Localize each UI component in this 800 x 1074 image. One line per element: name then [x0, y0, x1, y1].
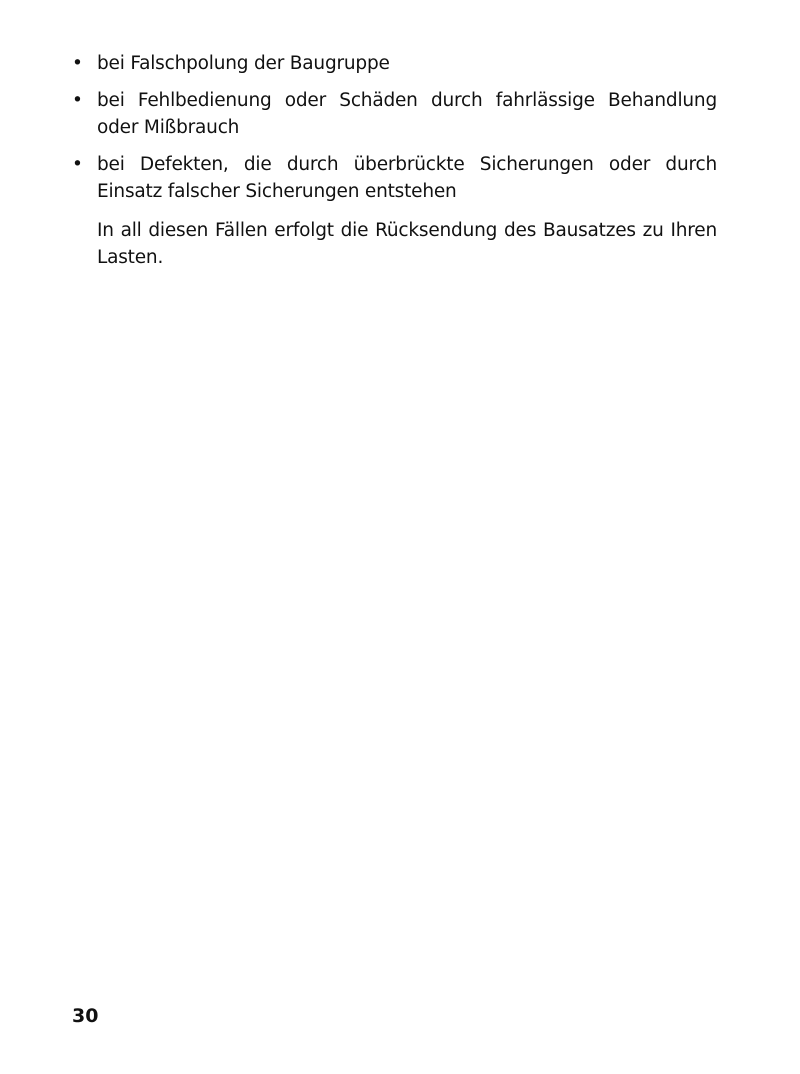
bullet-marker: • [72, 90, 83, 111]
list-item-text: bei Defekten, die durch überbrückte Sicherungen oder durch Einsatz falscher Sicherungen entstehen [97, 154, 717, 202]
list-item [72, 50, 717, 77]
list-item [72, 87, 717, 141]
exclusion-list [72, 50, 717, 215]
list-item-text: bei Fehlbedienung oder Schäden durch fahrlässige Behandlung oder Mißbrauch [97, 90, 717, 138]
return-shipping-note: In all diesen Fällen erfolgt die Rücksendung des Bausatzes zu Ihren Lasten. [97, 220, 717, 268]
page-number: 30 [72, 1005, 99, 1027]
bullet-marker: • [72, 53, 83, 74]
list-item [72, 151, 717, 205]
list-item-text: bei Falschpolung der Baugruppe [97, 53, 390, 74]
bullet-marker: • [72, 154, 83, 175]
